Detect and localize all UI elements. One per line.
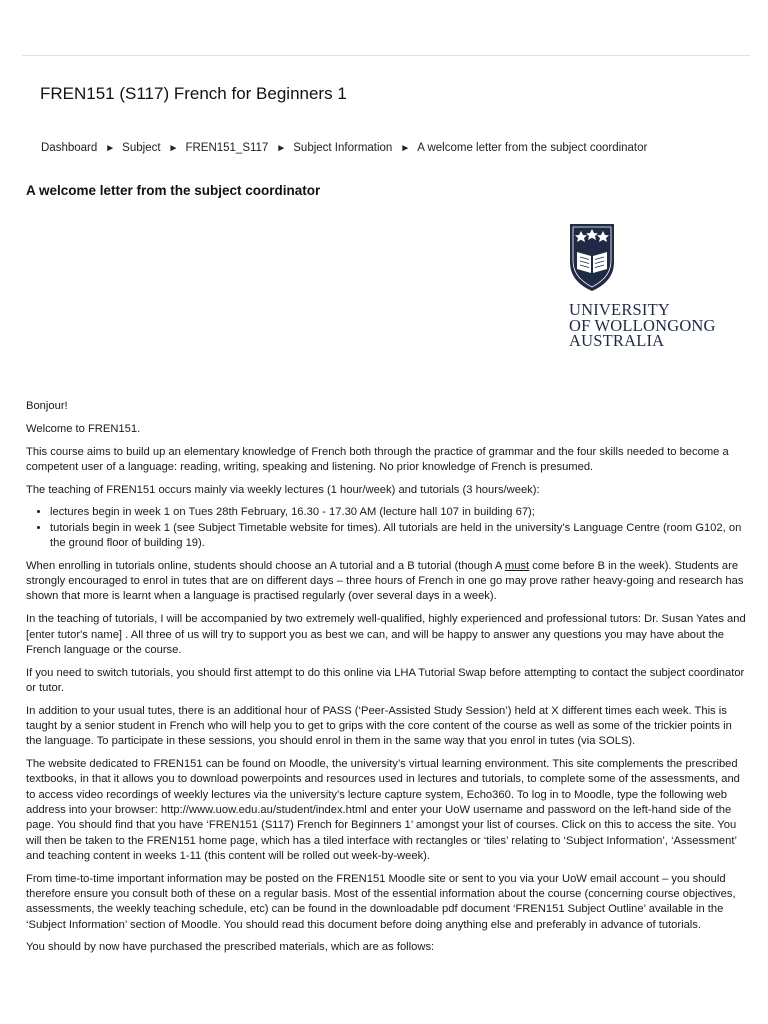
wordmark-line: AUSTRALIA bbox=[569, 331, 665, 350]
teaching-list bbox=[26, 505, 746, 551]
breadcrumb-subject[interactable]: Subject bbox=[122, 142, 161, 154]
list-item-tutorials: • tutorials begin in week 1 (see Subject Timetable website for times). All tutorials are held in the university’s Language Centre (room G102, on the ground floor of building 19). bbox=[50, 521, 746, 552]
paragraph-teaching: The teaching of FREN151 occurs mainly via weekly lectures (1 hour/week) and tutorials (3 hours/week): bbox=[26, 483, 540, 496]
university-crest-icon bbox=[569, 222, 615, 292]
paragraph-moodle: The website dedicated to FREN151 can be found on Moodle, the university’s virtual learning environment. This site complements the prescribed textbooks, in that it allows you to download powerpoints and resources used in lectures and tutorials, to complete some of the assessments, and to access video recordings of weekly lectures via the university’s lecture capture system, Echo360. To log in to Moodle, type the following web address into your browser: http://www.uow.edu.au/student/index.html and enter your UoW username and password on the left-hand side of the page. You should find that you have ‘FREN151 (S117) French for Beginners 1’ amongst your list of courses. Click on this to access the site. You will then be taken to the FREN151 home page, which has a tiled interface with rectangles or ‘tiles’ relating to ‘Subject Information’, ‘Assessment’ and teaching content in weeks 1-11 (this content will be rolled out week-by-week). bbox=[26, 758, 740, 862]
breadcrumb-subject-information[interactable]: Subject Information bbox=[293, 142, 393, 154]
breadcrumb-course[interactable]: FREN151_S117 bbox=[185, 142, 269, 154]
breadcrumb-dashboard[interactable]: Dashboard bbox=[41, 142, 98, 154]
paragraph-course-aims: This course aims to build up an elementary knowledge of French both through the practice of grammar and the four skills needed to become a competent user of a language: reading, writing, speaking and listening. No prior knowledge of French is presumed. bbox=[26, 445, 729, 473]
breadcrumb-separator-icon: ► bbox=[168, 143, 179, 154]
breadcrumb-separator-icon: ► bbox=[105, 143, 116, 154]
letter-greeting: Bonjour! bbox=[26, 400, 68, 412]
top-divider bbox=[22, 55, 750, 56]
paragraph-pass: In addition to your usual tutes, there is an additional hour of PASS (‘Peer-Assisted Study Session’) held at X different times each week. This is taught by a senior student in French who will help you to get to grips with the core content of the course as well as some of the trickier points in the language. To participate in these sessions, you should enrol in them in the same way that you enrol in tutes (via SOLS). bbox=[26, 704, 732, 748]
breadcrumb-current: A welcome letter from the subject coordinator bbox=[417, 142, 648, 154]
university-wordmark bbox=[569, 302, 716, 349]
wordmark-line: OF WOLLONGONG bbox=[569, 315, 716, 335]
course-title: FREN151 (S117) French for Beginners 1 bbox=[40, 84, 347, 103]
enrol-emphasis: must bbox=[504, 559, 530, 572]
paragraph-switch-tutorials: If you need to switch tutorials, you should first attempt to do this online via LHA Tutorial Swap before attempting to contact the subject coordinator or tutor. bbox=[26, 666, 745, 694]
paragraph-tutors: In the teaching of tutorials, I will be accompanied by two extremely well-qualified, highly experienced and professional tutors: Dr. Susan Yates and [enter tutor's name] . All three of us will try to support you as best we can, and will be happy to answer any questions you may have about the French language or the course. bbox=[26, 613, 746, 656]
enrol-text-end: come before B in the week). Students are strongly encouraged to enrol in tutes that are on different days – three hours of French in one go may prove rather heavy-going and research has shown that more is learnt when a language is practised regularly (over several days in a week). bbox=[26, 559, 744, 603]
university-logo bbox=[569, 222, 749, 354]
paragraph-materials: You should by now have purchased the prescribed materials, which are as follows: bbox=[26, 941, 435, 954]
letter-welcome: Welcome to FREN151. bbox=[26, 422, 141, 435]
welcome-letter bbox=[26, 399, 746, 963]
enrol-text-start: When enrolling in tutorials online, students should choose an A tutorial and a B tutorial (though A bbox=[26, 559, 505, 572]
wordmark-line: UNIVERSITY bbox=[569, 300, 670, 319]
paragraph-enrolling bbox=[26, 559, 746, 605]
breadcrumb-separator-icon: ► bbox=[400, 143, 411, 154]
breadcrumb-separator-icon: ► bbox=[276, 143, 287, 154]
paragraph-important-info: From time-to-time important information may be posted on the FREN151 Moodle site or sent to you via your UoW email account – you should therefore ensure you consult both of these on a regular basis. Most of the essential information about the course (concerning course objectives, assessments, the weekly teaching schedule, etc) can be found in the downloadable pdf document ‘FREN151 Subject Outline’ available in the ‘Subject Information’ section of Moodle. You should read this document before doing anything else and preferably in advance of tutorials. bbox=[26, 872, 736, 931]
breadcrumb bbox=[41, 142, 647, 154]
list-item-lectures: • lectures begin in week 1 on Tues 28th February, 16.30 - 17.30 AM (lecture hall 107 in building 67); bbox=[50, 505, 746, 520]
page-heading: A welcome letter from the subject coordinator bbox=[26, 183, 321, 198]
